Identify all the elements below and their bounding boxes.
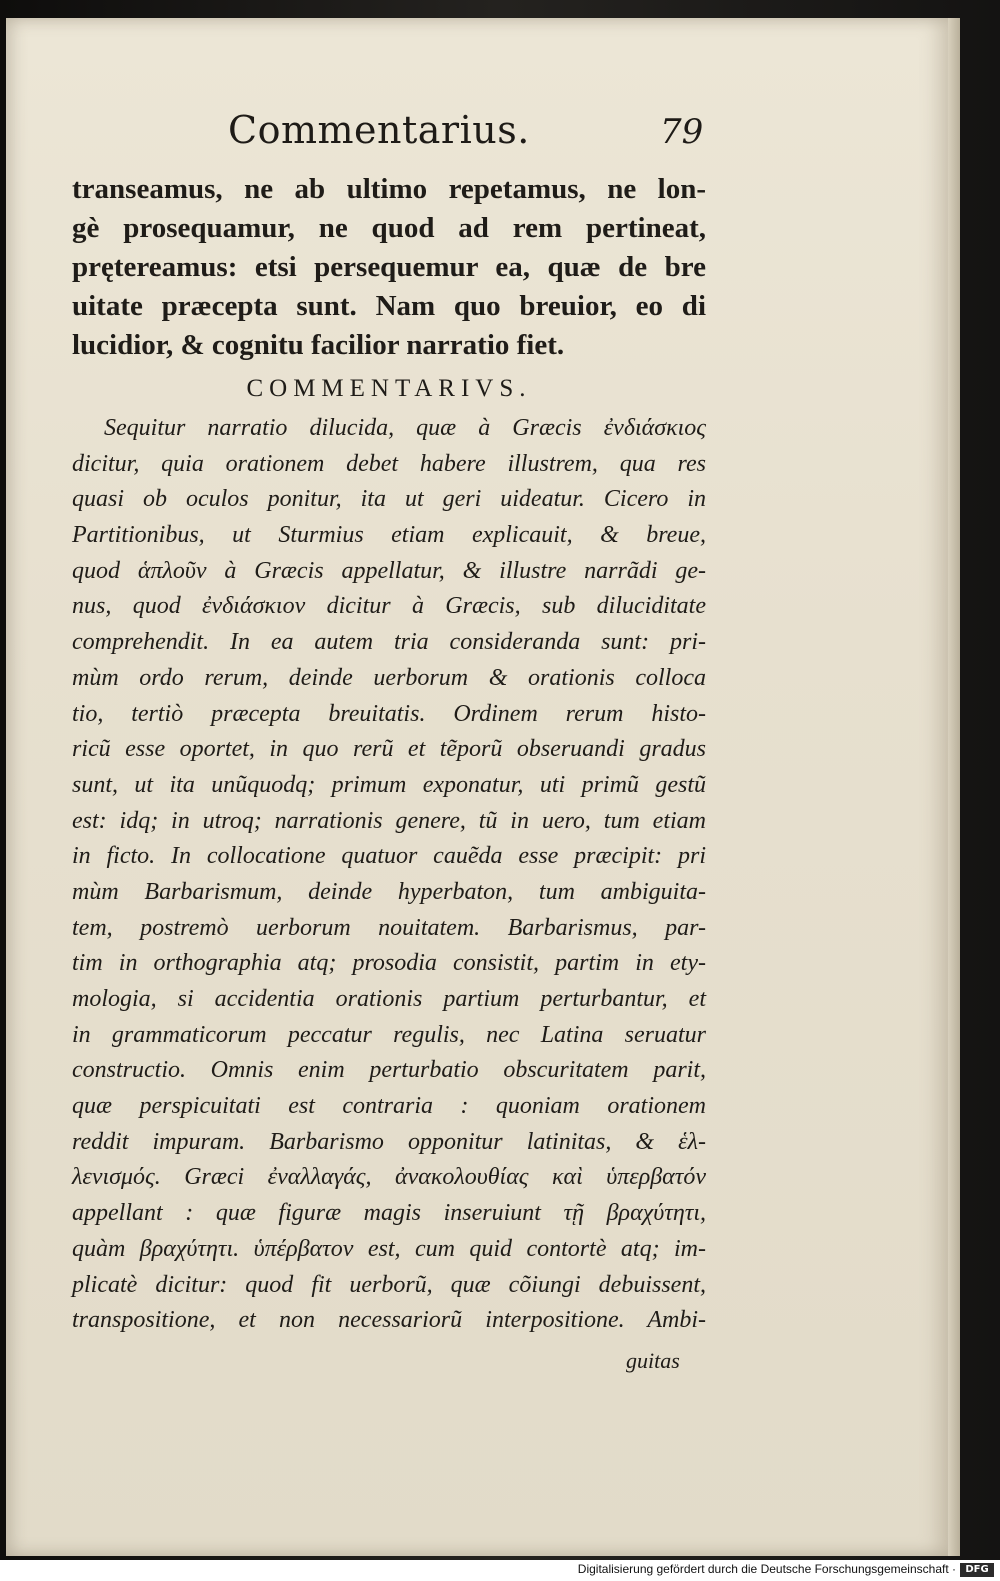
commentary-line: mùm Barbarismum, deinde hyperbaton, tum ambiguita- bbox=[72, 878, 706, 905]
commentary-line: sunt, ut ita unũquodq; primum exponatur, uti primũ gestũ bbox=[72, 771, 706, 798]
commentary-line: reddit impuram. Barbarismo opponitur latinitas, & ἑλ- bbox=[72, 1128, 706, 1155]
commentary-line: quod ἁπλοῦν à Græcis appellatur, & illustre narrãdi ge- bbox=[72, 557, 706, 584]
commentary-line: quæ perspicuitati est contraria : quoniam orationem bbox=[72, 1093, 706, 1120]
digitization-footer bbox=[0, 1560, 1000, 1581]
body-line: uitate præcepta sunt. Nam quo breuior, eo di bbox=[72, 290, 706, 322]
commentary-line: plicatè dicitur: quod fit uerborũ, quæ cõiungi debuissent, bbox=[72, 1271, 706, 1298]
commentary-line: est: idq; in utroq; narrationis genere, tũ in uero, tum etiam bbox=[72, 807, 706, 834]
commentary-line: mologia, si accidentia orationis partium perturbantur, et bbox=[72, 986, 706, 1012]
running-title: Commentarius. bbox=[228, 108, 530, 152]
commentary-line: ricũ esse oportet, in quo rerũ et tẽporũ obseruandi gradus bbox=[72, 736, 706, 763]
commentary-line: tio, tertiò præcepta breuitatis. Ordinem rerum histo- bbox=[72, 700, 706, 727]
commentary-line: mùm ordo rerum, deinde uerborum & orationis colloca bbox=[72, 664, 706, 691]
commentary-line: transpositione, et non necessariorũ interpositione. Ambi- bbox=[72, 1307, 706, 1334]
commentary-line: constructio. Omnis enim perturbatio obscuritatem parit, bbox=[72, 1057, 706, 1084]
body-line: gè prosequamur, ne quod ad rem pertineat, bbox=[72, 212, 706, 244]
commentary-line: λενισμός. Græci ἐναλλαγάς, ἀνακολουθίας καὶ ὑπερβατόν bbox=[72, 1164, 706, 1191]
commentary-line: in ficto. In collocatione quatuor cauẽda esse præcipit: pri bbox=[72, 843, 706, 870]
page-number: 79 bbox=[660, 112, 704, 152]
commentary-line: tim in orthographia atq; prosodia consistit, partim in ety- bbox=[72, 950, 706, 977]
body-line: lucidior, & cognitu facilior narratio fiet. bbox=[72, 329, 565, 361]
section-heading: COMMENTARIVS. bbox=[246, 375, 532, 402]
commentary-line: comprehendit. In ea autem tria consideranda sunt: pri- bbox=[72, 629, 706, 656]
body-line: prętereamus: etsi persequemur ea, quæ de bre bbox=[72, 251, 706, 283]
text-block bbox=[72, 170, 706, 1339]
book-page bbox=[6, 18, 948, 1556]
commentary-line: quasi ob oculos ponitur, ita ut geri uideatur. Cicero in bbox=[72, 486, 706, 513]
commentary-line: Partitionibus, ut Sturmius etiam explicauit, & breue, bbox=[72, 522, 706, 549]
dfg-logo-icon: DFG bbox=[960, 1563, 994, 1577]
commentary-line: dicitur, quia orationem debet habere illustrem, qua res bbox=[72, 450, 706, 477]
commentary-line: appellant : quæ figuræ magis inseruiunt τῇ βραχύτητι, bbox=[72, 1200, 706, 1227]
funding-credit: Digitalisierung gefördert durch die Deutsche Forschungsgemeinschaft · bbox=[577, 1562, 956, 1576]
commentary-line: quàm βραχύτητι. ὑπέρβατον est, cum quid contortè atq; im- bbox=[72, 1235, 706, 1262]
body-line: transeamus, ne ab ultimo repetamus, ne lon- bbox=[72, 173, 706, 205]
commentary-line: Sequitur narratio dilucida, quæ à Græcis ἐνδιάσκιος bbox=[104, 415, 706, 441]
commentary-line: tem, postremò uerborum nouitatem. Barbarismus, par- bbox=[72, 914, 706, 941]
page-header bbox=[6, 108, 948, 168]
catchword: guitas bbox=[626, 1348, 680, 1373]
commentary-line: in grammaticorum peccatur regulis, nec Latina seruatur bbox=[72, 1021, 706, 1048]
commentary-line: nus, quod ἐνδιάσκιον dicitur à Græcis, sub diluciditate bbox=[72, 593, 706, 620]
